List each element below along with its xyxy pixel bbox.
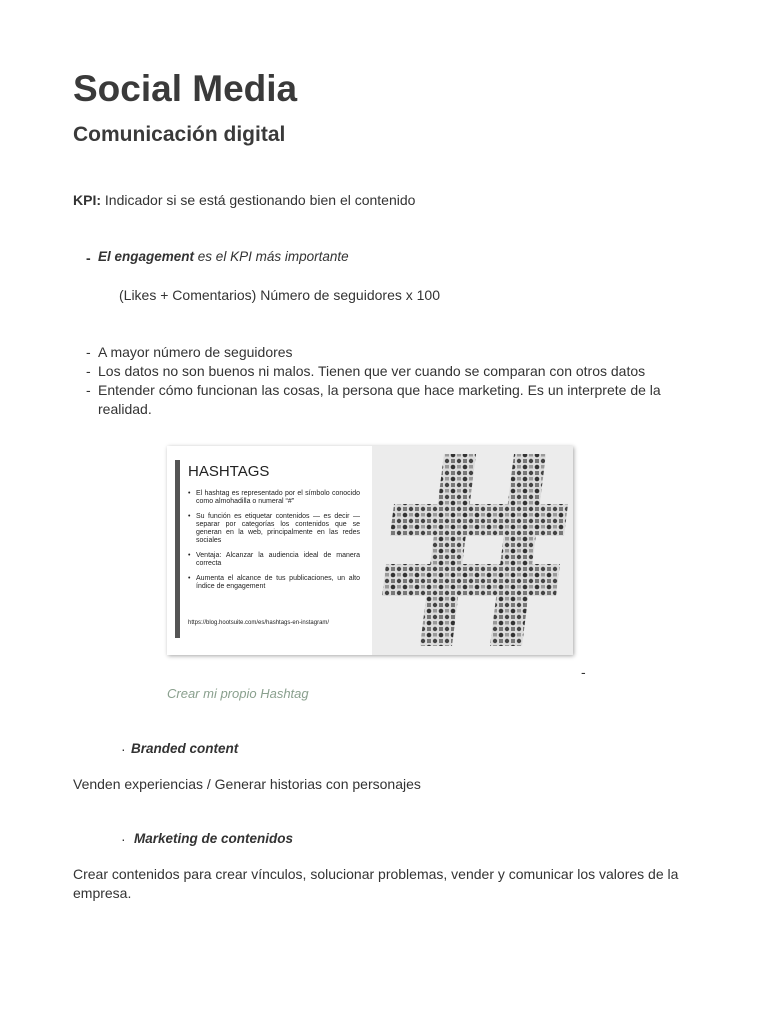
image-caption: Crear mi propio Hashtag — [167, 686, 309, 701]
slide-list-item: • Su función es etiquetar contenidos — es decir — separar por categorías los contenidos que se generan en la web, principalmente en las redes sociales — [188, 513, 360, 545]
page-subtitle: Comunicación digital — [73, 123, 286, 146]
marketing-title: Marketing de contenidos — [134, 831, 294, 846]
slide-source-url: https://blog.hootsuite.com/es/hashtags-en-instagram/ — [188, 620, 330, 626]
slide-list-item: • El hashtag es representado por el símbolo conocido como almohadilla o numeral “#” — [188, 490, 360, 506]
bullet-item-3: Entender cómo funcionan las cosas, la persona que hace marketing. Es un interprete de la realidad. — [98, 382, 661, 417]
hashtag-collage-panel — [372, 446, 573, 655]
engagement-formula: (Likes + Comentarios) Número de seguidores x 100 — [119, 287, 440, 303]
branded-title: Branded content — [131, 741, 239, 756]
slide-list — [188, 490, 360, 598]
kpi-paragraph — [73, 191, 415, 210]
kpi-text: Indicador si se está gestionando bien el contenido — [104, 192, 416, 208]
slide-text-panel — [167, 446, 372, 655]
engagement-line — [98, 249, 349, 264]
bullet-dash: - — [86, 344, 91, 360]
slide-list-item: • Ventaja: Alcanzar la audiencia ideal de manera correcta — [188, 552, 360, 568]
marketing-bullet: · — [121, 831, 126, 847]
bullet-item-2: Los datos no son buenos ni malos. Tienen que ver cuando se comparan con otros datos — [98, 363, 646, 379]
branded-bullet: · — [121, 741, 126, 757]
stray-dash: - — [581, 664, 586, 680]
engagement-rest: es el KPI más importante — [197, 249, 349, 264]
engagement-bold: El engagement — [98, 249, 195, 264]
marketing-text: Crear contenidos para crear vínculos, solucionar problemas, vender y comunicar los valores de la empresa. — [73, 866, 679, 901]
engagement-dash: - — [86, 250, 91, 266]
bullet-dash: - — [86, 363, 91, 379]
slide-title: HASHTAGS — [188, 463, 270, 480]
bullet-dash: - — [86, 382, 91, 398]
hashtag-icon — [372, 446, 573, 655]
bullet-item-1: A mayor número de seguidores — [98, 344, 293, 360]
kpi-label: KPI: — [73, 192, 101, 208]
branded-text: Venden experiencias / Generar historias con personajes — [73, 776, 421, 792]
page-title: Social Media — [73, 68, 298, 109]
slide-accent-bar — [175, 460, 180, 638]
slide-list-item: • Aumenta el alcance de tus publicaciones, un alto índice de engagement — [188, 575, 360, 591]
hashtags-slide-image — [167, 446, 573, 655]
